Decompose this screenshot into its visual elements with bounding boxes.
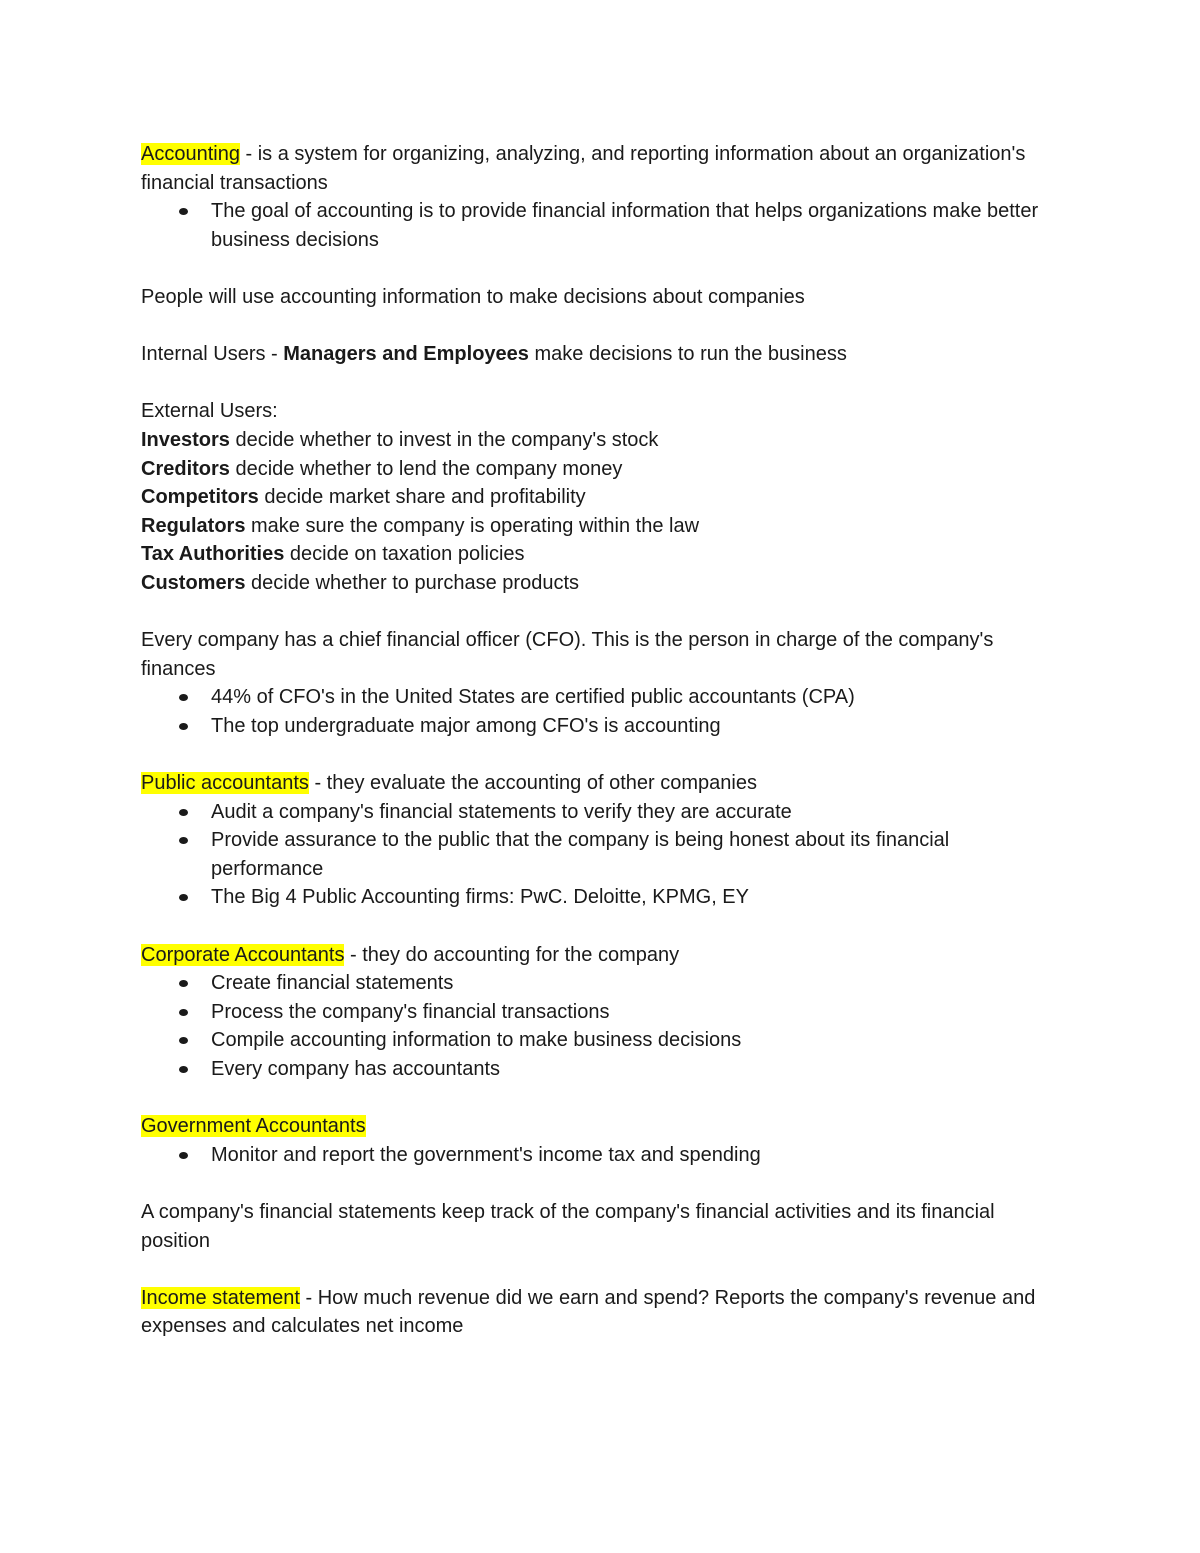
public-accountants-term: Public accountants <box>141 772 309 795</box>
government-accountants-term: Government Accountants <box>141 1115 366 1138</box>
list-item: Monitor and report the government's income tax and spending <box>141 1141 1061 1170</box>
list-item: The top undergraduate major among CFO's is accounting <box>141 712 1061 741</box>
internal-users-line <box>141 340 1061 369</box>
accounting-bullets <box>141 197 1061 254</box>
internal-users-prefix: Internal Users - <box>141 343 284 366</box>
external-user-desc: decide whether to invest in the company's stock <box>229 428 659 451</box>
public-accountants-definition-text: - they evaluate the accounting of other companies <box>308 772 757 795</box>
list-item: Provide assurance to the public that the company is being honest about its financial performance <box>141 826 1061 883</box>
external-user-role: Creditors <box>141 457 230 480</box>
people-use-paragraph: People will use accounting information to make decisions about companies <box>141 285 805 308</box>
corporate-accountants-definition <box>141 941 1061 970</box>
corporate-accountants-definition-text: - they do accounting for the company <box>344 943 680 966</box>
external-user-line <box>141 512 1061 541</box>
income-statement-term: Income statement <box>141 1286 300 1309</box>
external-user-line <box>141 426 1061 455</box>
external-users-heading: External Users: <box>141 400 278 423</box>
external-user-desc: decide whether to purchase products <box>245 571 580 594</box>
external-user-line <box>141 483 1061 512</box>
document-page <box>141 140 1061 1341</box>
public-accountants-bullets <box>141 798 1061 912</box>
corporate-accountants-bullets <box>141 969 1061 1083</box>
internal-users-bold: Managers and Employees <box>283 343 529 366</box>
accounting-term: Accounting <box>141 143 240 165</box>
accounting-definition-text: - is a system for organizing, analyzing, and reporting information about an organization's financial transactions <box>141 143 1026 194</box>
external-user-role: Tax Authorities <box>141 543 285 566</box>
internal-users-suffix: make decisions to run the business <box>528 343 847 366</box>
list-item: Process the company's financial transactions <box>141 998 1061 1027</box>
external-user-role: Customers <box>141 571 246 594</box>
external-user-line <box>141 455 1061 484</box>
financial-statements-paragraph: A company's financial statements keep track of the company's financial activities and its financial position <box>141 1200 995 1252</box>
external-user-desc: decide on taxation policies <box>284 543 525 566</box>
external-user-role: Regulators <box>141 514 246 537</box>
cfo-paragraph: Every company has a chief financial officer (CFO). This is the person in charge of the company's finances <box>141 629 994 680</box>
government-accountants-heading <box>141 1112 1061 1141</box>
external-user-role: Competitors <box>141 486 259 509</box>
government-accountants-bullets <box>141 1141 1061 1170</box>
external-user-desc: decide whether to lend the company money <box>229 457 623 480</box>
accounting-definition <box>141 140 1061 197</box>
list-item: Audit a company's financial statements to verify they are accurate <box>141 798 1061 827</box>
public-accountants-definition <box>141 769 1061 798</box>
corporate-accountants-term: Corporate Accountants <box>141 943 345 966</box>
list-item: Every company has accountants <box>141 1055 1061 1084</box>
external-user-line <box>141 540 1061 569</box>
external-user-role: Investors <box>141 428 230 451</box>
income-statement-definition-text: - How much revenue did we earn and spend? Reports the company's revenue and expenses and calculates net income <box>141 1286 1036 1338</box>
list-item: Create financial statements <box>141 969 1061 998</box>
list-item: 44% of CFO's in the United States are certified public accountants (CPA) <box>141 683 1061 712</box>
cfo-bullets <box>141 683 1061 740</box>
external-user-desc: make sure the company is operating within the law <box>245 514 700 537</box>
external-user-desc: decide market share and profitability <box>258 486 586 509</box>
income-statement-definition <box>141 1284 1061 1341</box>
external-user-line <box>141 569 1061 598</box>
list-item: The goal of accounting is to provide financial information that helps organizations make better business decisions <box>141 197 1061 254</box>
list-item: Compile accounting information to make business decisions <box>141 1026 1061 1055</box>
list-item: The Big 4 Public Accounting firms: PwC. Deloitte, KPMG, EY <box>141 883 1061 912</box>
